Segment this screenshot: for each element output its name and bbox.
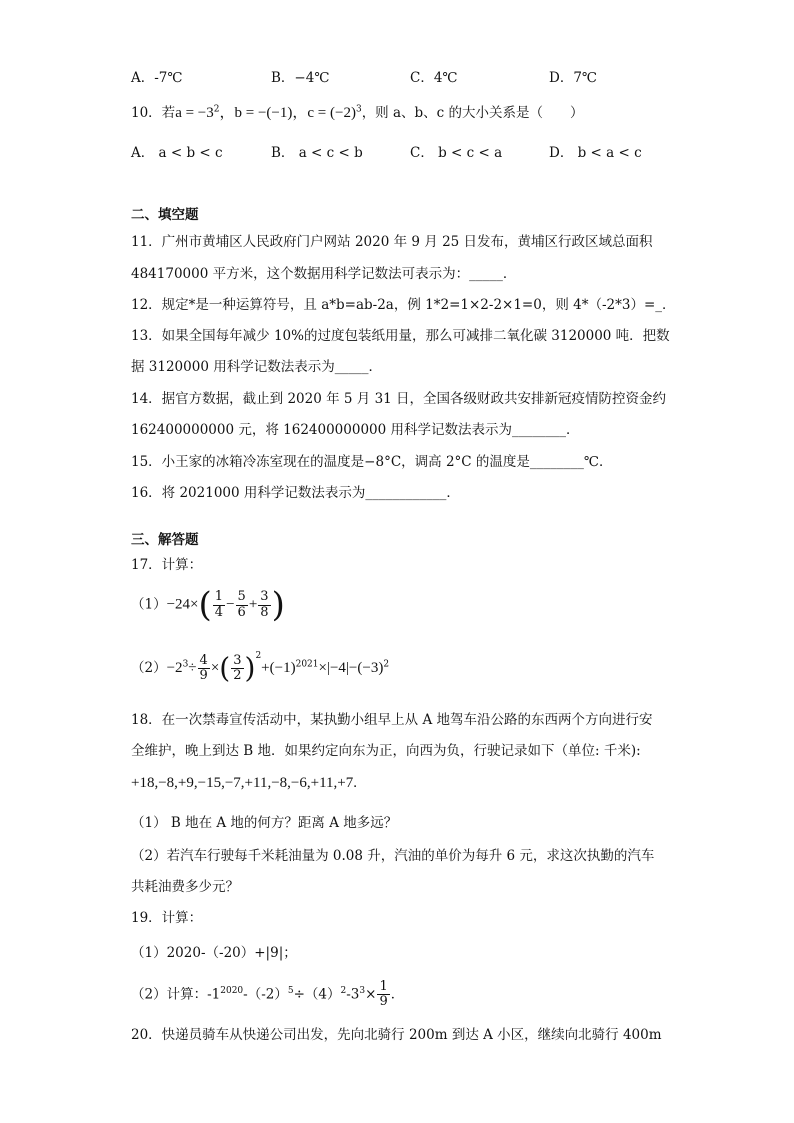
question-19-part1: （1）2020-（-20）+|9|；	[131, 945, 297, 961]
question-18-part2-line1: （2）若汽车行驶每千米耗油量为 0.08 升，汽油的单价为每升 6 元，求这次执勤的汽车	[131, 848, 655, 864]
question-14-line1: 14．据官方数据，截止到 2020 年 5 月 31 日，全国各级财政共安排新冠疫情防控资金约	[131, 391, 667, 407]
question-18-part1: （1） B 地在 A 地的何方？距离 A 地多远？	[131, 815, 398, 831]
question-17-title: 17．计算：	[131, 557, 203, 573]
question-13-line1: 13．如果全国每年减少 10%的过度包装纸用量，那么可减排二氧化碳 3120000 吨．把数	[131, 328, 670, 344]
q9-option-d: D．7℃	[549, 70, 598, 86]
question-18-line2: 全维护，晚上到达 B 地．如果约定向东为正，向西为负，行驶记录如下（单位: 千米):	[131, 743, 641, 759]
q9-option-a: A．-7℃	[131, 70, 183, 86]
question-19-title: 19．计算：	[131, 910, 203, 926]
q10-option-c: C． b < c < a	[410, 145, 503, 161]
q9-option-b: B．−4℃	[271, 70, 330, 86]
question-17-part1: （1）−24×( $\frac{1}{4}$ − $\frac{5}{6}$ + $\frac{3}{8}$ )	[131, 585, 285, 625]
fraction: $\frac{3}{2}$	[233, 652, 242, 683]
q10-option-b: B． a < c < b	[271, 145, 363, 161]
fraction: $\frac{1}{9}$	[379, 979, 388, 1010]
question-13-line2: 据 3120000 用科学记数法表示为_____．	[131, 359, 382, 375]
fraction: $\frac{4}{9}$	[199, 652, 208, 683]
question-16: 16．将 2021000 用科学记数法表示为____________．	[131, 485, 460, 501]
fraction: $\frac{3}{8}$	[260, 589, 269, 620]
q10-option-d: D． b < a < c	[549, 145, 642, 161]
question-19-part2: （2）计算：$-1^{2020}-(-2)^5\div(4)^2-3^3\times$ $\frac{1}{9}$ ．	[131, 979, 405, 1010]
question-10-stem: 10．若$a = -3^2$，b = −(−1)，$c = (-2)^3$，则 a、b、c 的大小关系是（ ）	[131, 104, 584, 121]
fraction: $\frac{1}{4}$	[214, 589, 224, 620]
question-12: 12．规定*是一种运算符号，且 a*b=ab-2a，例 1*2=1×2-2×1=0，则 4*（-2*3）=_．	[131, 297, 676, 313]
q10-option-a: A． a < b < c	[131, 145, 223, 161]
question-11-line2: 484170000 平方米，这个数据用科学记数法可表示为：_____．	[131, 266, 517, 282]
question-18-records: +18,−8,+9,−15,−7,+11,−8,−6,+11,+7.	[131, 775, 357, 791]
question-17-part2: $(2)-2^3\div$ $\frac{4}{9}$ ×( $\frac{3}{2}$ )$^2+(-1)^{2021}\times|-4|-(-3)^2$	[131, 651, 390, 685]
fraction: $\frac{5}{6}$	[237, 589, 246, 620]
question-18-line1: 18．在一次禁毒宣传活动中，某执勤小组早上从 A 地驾车沿公路的东西两个方向进行安	[131, 712, 653, 728]
question-11-line1: 11．广州市黄埔区人民政府门户网站 2020 年 9 月 25 日发布，黄埔区行政区域总面积	[131, 234, 653, 250]
section-solution-title: 三、解答题	[131, 532, 199, 548]
question-15: 15．小王家的冰箱冷冻室现在的温度是−8°C，调高 2°C 的温度是________℃．	[131, 454, 613, 470]
question-18-part2-line2: 共耗油费多少元？	[131, 879, 239, 895]
section-fill-blank-title: 二、填空题	[131, 207, 199, 223]
question-14-line2: 162400000000 元，将 162400000000 用科学记数法表示为________．	[131, 422, 580, 438]
q9-option-c: C．4℃	[410, 70, 458, 86]
question-20-line1: 20．快递员骑车从快递公司出发，先向北骑行 200m 到达 A 小区，继续向北骑行 400m	[131, 1027, 662, 1043]
